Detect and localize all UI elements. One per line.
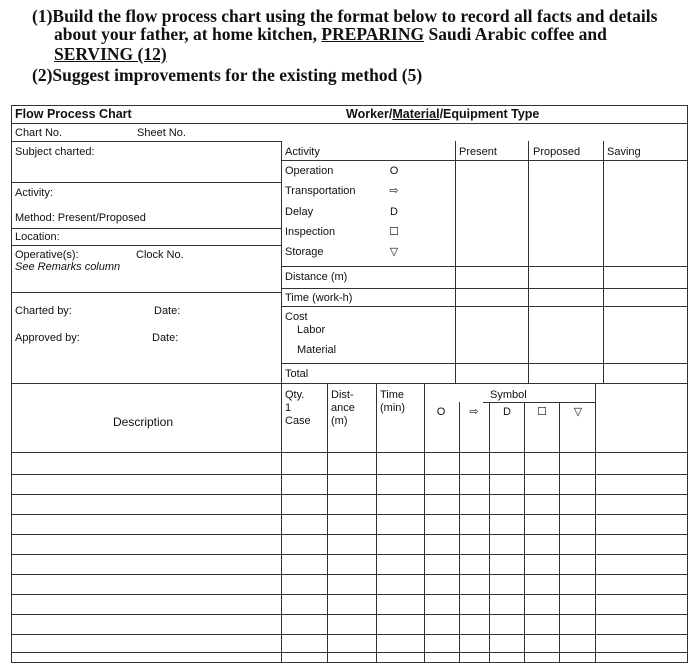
question-1-line-1: (1)Build the flow process chart using the format below to record all facts and details [32,6,658,26]
rule [455,141,456,383]
rule [11,634,688,635]
transportation-label: Transportation [285,185,356,197]
date-label: Date: [152,332,179,344]
rule [595,383,596,663]
rule [455,160,688,161]
rule [11,228,281,229]
rule [528,141,529,383]
total-label: Total [285,368,309,380]
rule [281,363,688,364]
question-1-line-2: about your father, at home kitchen, PREPARING Saudi Arabic coffee and [54,24,607,44]
rule [524,402,525,663]
delay-symbol-icon: D [503,406,511,418]
delay-symbol-icon: D [390,206,398,218]
proposed-header: Proposed [533,146,581,158]
rule [11,474,688,475]
distance-header: (m) [331,415,348,427]
qty-unit: Case [285,415,311,427]
rule [11,652,688,653]
cost-label: Cost [285,311,308,323]
time-label: Time (work-h) [285,292,353,304]
chart-type: Worker/Material/Equipment Type [346,107,540,121]
activity-label: Activity: [15,187,53,199]
chart-no-label: Chart No. [15,127,63,139]
rule [11,594,688,595]
rule [11,292,281,293]
rule [281,306,688,307]
subject-charted-label: Subject charted: [15,146,95,158]
rule [11,245,281,246]
charted-by-label: Charted by: [15,305,72,317]
distance-header: ance [331,402,355,414]
present-header: Present [459,146,497,158]
transport-arrow-icon: ⇨ [389,185,399,197]
rule [11,514,688,515]
rule [11,452,688,453]
rule [11,123,688,124]
distance-label: Distance (m) [285,271,348,283]
rule [483,402,595,403]
rule [327,383,328,663]
approved-by-label: Approved by: [15,332,80,344]
chart-title: Flow Process Chart [15,107,132,121]
storage-triangle-icon: ▽ [389,246,399,258]
rule [11,554,688,555]
sheet-no-label: Sheet No. [137,127,186,139]
time-header: (min) [380,402,406,414]
inspection-label: Inspection [285,226,336,238]
rule [281,266,688,267]
qty-unit: 1 [285,402,292,414]
symbol-header: Symbol [490,389,527,401]
rule [281,383,282,663]
storage-triangle-icon: ▽ [573,406,583,418]
delay-label: Delay [285,206,314,218]
rule [11,494,688,495]
date-label: Date: [154,305,181,317]
question-1-line-3: SERVING (12) [54,44,167,64]
rule [603,141,604,383]
remarks-note: See Remarks column [15,261,121,273]
question-2: (2)Suggest improvements for the existing method (5) [32,65,423,85]
transport-arrow-icon: ⇨ [469,406,479,418]
labor-label: Labor [297,324,326,336]
rule [11,614,688,615]
location-label: Location: [15,231,60,243]
rule [459,402,460,663]
operatives-label: Operative(s): [15,249,79,261]
operation-label: Operation [285,165,334,177]
saving-header: Saving [607,146,641,158]
rule [424,383,425,663]
method-label: Method: Present/Proposed [15,212,146,224]
operation-symbol-icon: O [389,165,399,177]
clock-no-label: Clock No. [136,249,184,261]
summary-activity-header: Activity [285,146,320,158]
rule [489,402,490,663]
rule [11,534,688,535]
rule [376,383,377,663]
material-label: Material [297,344,337,356]
rule [11,141,281,142]
operation-symbol-icon: O [436,406,446,418]
time-header: Time [380,389,405,401]
distance-header: Dist- [331,389,354,401]
inspection-square-icon: ☐ [537,406,547,418]
rule [281,160,455,161]
rule [281,141,282,383]
description-header: Description [113,415,174,429]
qty-header: Qty. [285,389,305,401]
rule [281,288,688,289]
rule [559,402,560,663]
storage-label: Storage [285,246,324,258]
rule [11,182,281,183]
rule [11,383,688,384]
inspection-square-icon: ☐ [389,226,399,238]
rule [11,574,688,575]
